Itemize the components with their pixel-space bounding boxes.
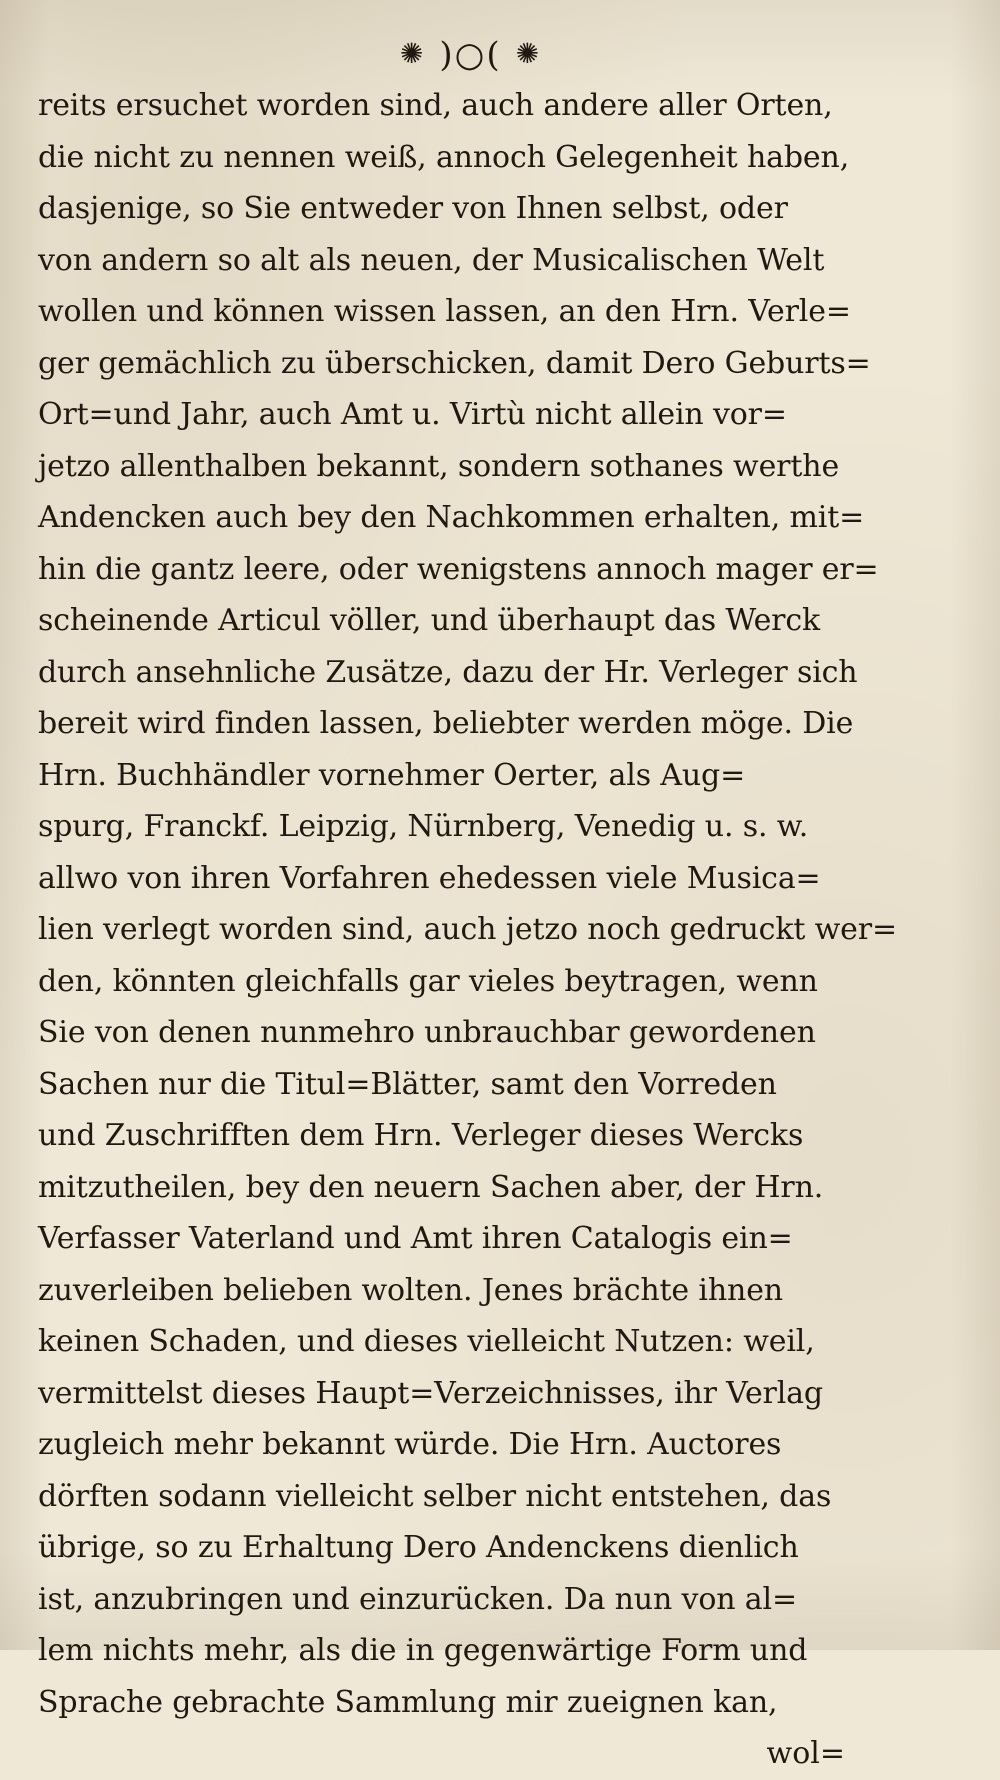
text-line-16: allwo von ihren Vorfahren ehedessen viele Musica= xyxy=(38,860,821,896)
text-line-20: Sachen nur die Titul=Blätter, samt den Vorreden xyxy=(38,1066,777,1102)
text-line-23: Verfasser Vaterland und Amt ihren Catalogis ein= xyxy=(38,1221,793,1256)
text-line-26: vermittelst dieses Haupt=Verzeichnisses, ihr Verlag xyxy=(38,1375,823,1411)
text-line-31: lem nichts mehr, als die in gegenwärtige Form und xyxy=(38,1633,808,1668)
text-line-18: den, könnten gleichfalls gar vieles beytragen, wenn xyxy=(38,963,818,999)
catchword: wol= xyxy=(766,1736,845,1771)
page-body-text xyxy=(38,80,897,1728)
text-line-17: lien verlegt worden sind, auch jetzo noch gedruckt wer= xyxy=(38,912,897,947)
ornament-left-icon: ✺ xyxy=(399,37,426,70)
text-line-2: die nicht zu nennen weiß, annoch Gelegenheit haben, xyxy=(38,139,850,175)
text-line-25: keinen Schaden, und dieses vielleicht Nutzen: weil, xyxy=(38,1324,815,1359)
text-line-9: Andencken auch bey den Nachkommen erhalten, mit= xyxy=(38,500,865,535)
text-line-32: Sprache gebrachte Sammlung mir zueignen kan, xyxy=(38,1684,778,1720)
text-line-12: durch ansehnliche Zusätze, dazu der Hr. Verleger sich xyxy=(38,654,858,690)
text-line-7: Ort=und Jahr, auch Amt u. Virtù nicht allein vor= xyxy=(38,397,787,432)
text-line-13: bereit wird finden lassen, beliebter werden möge. Die xyxy=(38,706,854,741)
text-line-8: jetzo allenthalben bekannt, sondern sothanes werthe xyxy=(38,448,840,484)
text-line-3: dasjenige, so Sie entweder von Ihnen selbst, oder xyxy=(38,191,788,226)
text-line-11: scheinende Articul völler, und überhaupt das Werck xyxy=(38,603,821,638)
text-line-10: hin die gantz leere, oder wenigstens annoch mager er= xyxy=(38,551,879,587)
text-line-21: und Zuschrifften dem Hrn. Verleger dieses Wercks xyxy=(38,1118,804,1153)
book-page xyxy=(38,30,897,1771)
text-line-24: zuverleiben belieben wolten. Jenes brächte ihnen xyxy=(38,1272,783,1308)
text-line-30: ist, anzubringen und einzurücken. Da nun von al= xyxy=(38,1581,797,1617)
text-line-29: übrige, so zu Erhaltung Dero Andenckens dienlich xyxy=(38,1530,799,1565)
ornament-right-icon: ✺ xyxy=(515,37,542,70)
text-line-28: dörften sodann vielleicht selber nicht entstehen, das xyxy=(38,1478,832,1514)
text-line-1: reits ersuchet worden sind, auch andere aller Orten, xyxy=(38,88,833,123)
text-line-19: Sie von denen nunmehro unbrauchbar gewordenen xyxy=(38,1015,816,1050)
folio-mark: )○( xyxy=(439,35,502,75)
page-header xyxy=(68,30,873,80)
text-line-4: von andern so alt als neuen, der Musicalischen Welt xyxy=(38,242,825,278)
text-line-27: zugleich mehr bekannt würde. Die Hrn. Auctores xyxy=(38,1427,782,1462)
text-line-22: mitzutheilen, bey den neuern Sachen aber, der Hrn. xyxy=(38,1169,824,1205)
text-line-15: spurg, Franckf. Leipzig, Nürnberg, Venedig u. s. w. xyxy=(38,809,809,844)
text-line-6: ger gemächlich zu überschicken, damit Dero Geburts= xyxy=(38,345,871,381)
text-line-5: wollen und können wissen lassen, an den Hrn. Verle= xyxy=(38,294,851,329)
text-line-14: Hrn. Buchhändler vornehmer Oerter, als Aug= xyxy=(38,757,746,793)
